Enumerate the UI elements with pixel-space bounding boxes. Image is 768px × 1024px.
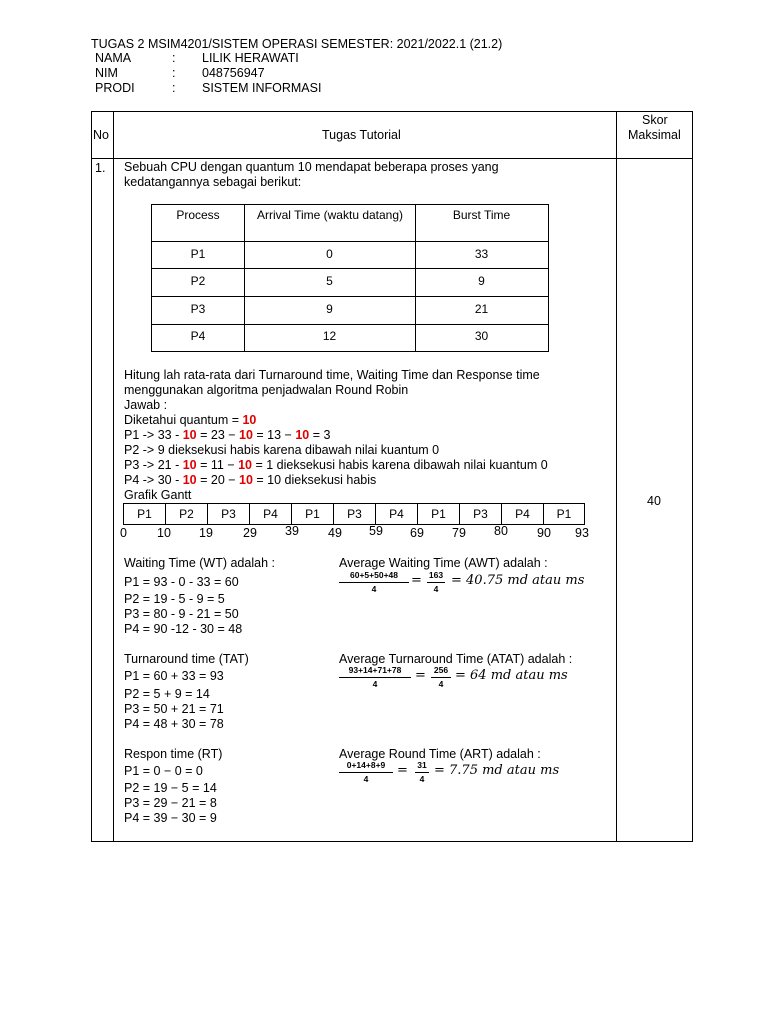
atat-numerator-2: 256 xyxy=(433,665,449,675)
gantt-label: Grafik Gantt xyxy=(124,488,192,502)
art-result: = 7.75 md atau ms xyxy=(434,763,560,778)
score-value: 40 xyxy=(647,494,661,508)
rt-line: P3 = 29 − 21 = 8 xyxy=(124,796,217,810)
art-denominator-1: 4 xyxy=(363,774,369,784)
gantt-segment: P1 xyxy=(418,504,460,524)
nim-value: 048756947 xyxy=(202,66,265,80)
td-burst: 30 xyxy=(474,329,489,343)
art-denominator-2: 4 xyxy=(419,774,425,784)
art-equals: = xyxy=(397,763,408,778)
gantt-segment: P1 xyxy=(124,504,166,524)
col-score-header-2: Maksimal xyxy=(628,128,681,142)
awt-denominator-2: 4 xyxy=(433,584,439,594)
document-title: TUGAS 2 MSIM4201/SISTEM OPERASI SEMESTER: 2021/2022.1 (21.2) xyxy=(91,37,503,51)
gantt-tick: 69 xyxy=(410,526,424,540)
awt-numerator-2: 163 xyxy=(428,570,444,580)
tat-line: P3 = 50 + 21 = 71 xyxy=(124,702,224,716)
awt-denominator-1: 4 xyxy=(371,584,377,594)
art-fraction-bar-2 xyxy=(415,772,429,773)
prodi-sep: : xyxy=(172,81,176,95)
atat-numerator-1: 93+14+71+78 xyxy=(348,665,402,675)
p4-calc-line: P4 -> 30 - 10 = 20 − 10 = 10 dieksekusi habis xyxy=(124,473,377,487)
th-burst: Burst Time xyxy=(452,208,511,222)
gantt-segment: P3 xyxy=(334,504,376,524)
awt-numerator-1: 60+5+50+48 xyxy=(350,570,398,580)
gantt-segment: P3 xyxy=(208,504,250,524)
td-process: P2 xyxy=(190,274,206,288)
td-burst: 21 xyxy=(474,302,489,316)
tat-line: P1 = 60 + 33 = 93 xyxy=(124,669,224,683)
td-arrival: 9 xyxy=(326,302,333,316)
col-score-header-1: Skor xyxy=(642,113,668,127)
td-process: P1 xyxy=(190,247,206,261)
gantt-segment: P3 xyxy=(460,504,502,524)
p2-calc-line: P2 -> 9 dieksekusi habis karena dibawah nilai kuantum 0 xyxy=(124,443,440,457)
question-line-1: Sebuah CPU dengan quantum 10 mendapat beberapa proses yang xyxy=(124,160,499,174)
art-fraction-bar xyxy=(339,772,393,773)
tat-title: Turnaround time (TAT) xyxy=(124,652,249,666)
gantt-segment: P4 xyxy=(502,504,544,524)
quantum-value: 10 xyxy=(242,413,257,427)
atat-denominator-1: 4 xyxy=(372,679,378,689)
atat-title: Average Turnaround Time (ATAT) adalah : xyxy=(339,652,573,666)
td-process: P4 xyxy=(190,329,206,343)
atat-fraction-bar-2 xyxy=(431,677,451,678)
td-arrival: 5 xyxy=(326,274,333,288)
th-process: Process xyxy=(176,208,220,222)
rt-title: Respon time (RT) xyxy=(124,747,223,761)
td-arrival: 12 xyxy=(322,329,337,343)
atat-result: = 64 md atau ms xyxy=(455,668,568,683)
th-arrival: Arrival Time (waktu datang) xyxy=(256,208,404,222)
nim-sep: : xyxy=(172,66,176,80)
nama-value: LILIK HERAWATI xyxy=(202,51,299,65)
awt-title: Average Waiting Time (AWT) adalah : xyxy=(339,556,548,570)
wt-line: P1 = 93 - 0 - 33 = 60 xyxy=(124,575,239,589)
gantt-chart xyxy=(123,503,585,525)
art-numerator-1: 0+14+8+9 xyxy=(346,760,386,770)
gantt-segment: P2 xyxy=(166,504,208,524)
gantt-segment: P1 xyxy=(556,507,572,521)
nama-sep: : xyxy=(172,51,176,65)
gantt-tick: 93 xyxy=(575,526,589,540)
wt-title: Waiting Time (WT) adalah : xyxy=(124,556,275,570)
awt-fraction-bar-2 xyxy=(427,582,445,583)
col-no-header: No xyxy=(93,128,109,142)
tat-line: P2 = 5 + 9 = 14 xyxy=(124,687,210,701)
art-numerator-2: 31 xyxy=(417,760,427,770)
gantt-tick: 10 xyxy=(157,526,171,540)
process-table xyxy=(151,204,549,352)
rt-line: P1 = 0 − 0 = 0 xyxy=(124,764,203,778)
td-process: P3 xyxy=(190,302,206,316)
row-number: 1. xyxy=(95,161,106,175)
prodi-value: SISTEM INFORMASI xyxy=(202,81,322,95)
tat-line: P4 = 48 + 30 = 78 xyxy=(124,717,224,731)
gantt-tick: 19 xyxy=(199,526,213,540)
gantt-tick: 29 xyxy=(243,526,257,540)
atat-denominator-2: 4 xyxy=(438,679,444,689)
gantt-tick: 39 xyxy=(285,524,299,538)
td-burst: 9 xyxy=(478,274,485,288)
quantum-line: Diketahui quantum = 10 xyxy=(124,413,257,427)
gantt-tick: 0 xyxy=(120,526,127,540)
wt-line: P2 = 19 - 5 - 9 = 5 xyxy=(124,592,225,606)
instruction-line-2: menggunakan algoritma penjadwalan Round Robin xyxy=(124,383,409,397)
art-title: Average Round Time (ART) adalah : xyxy=(339,747,541,761)
gantt-segment: P4 xyxy=(376,504,418,524)
gantt-tick: 49 xyxy=(328,526,342,540)
awt-result: = 40.75 md atau ms xyxy=(451,573,585,588)
td-burst: 33 xyxy=(474,247,489,261)
gantt-segment: P1 xyxy=(292,504,334,524)
p1-calc-line: P1 -> 33 - 10 = 23 − 10 = 13 − 10 = 3 xyxy=(124,428,331,442)
atat-equals: = xyxy=(415,668,426,683)
wt-line: P4 = 90 -12 - 30 = 48 xyxy=(124,622,243,636)
gantt-tick: 59 xyxy=(369,524,383,538)
atat-fraction-bar xyxy=(339,677,411,678)
wt-line: P3 = 80 - 9 - 21 = 50 xyxy=(124,607,239,621)
awt-equals: = xyxy=(411,573,422,588)
rt-line: P4 = 39 − 30 = 9 xyxy=(124,811,217,825)
jawab-label: Jawab : xyxy=(124,398,168,412)
gantt-tick: 79 xyxy=(452,526,466,540)
question-line-2: kedatangannya sebagai berikut: xyxy=(124,175,302,189)
rt-line: P2 = 19 − 5 = 14 xyxy=(124,781,217,795)
gantt-tick: 90 xyxy=(537,526,551,540)
gantt-segment: P4 xyxy=(250,504,292,524)
nama-label: NAMA xyxy=(95,51,132,65)
gantt-tick: 80 xyxy=(494,524,508,538)
instruction-line-1: Hitung lah rata-rata dari Turnaround time, Waiting Time dan Response time xyxy=(124,368,540,382)
awt-fraction-bar xyxy=(339,582,409,583)
td-arrival: 0 xyxy=(326,247,333,261)
prodi-label: PRODI xyxy=(95,81,135,95)
p3-calc-line: P3 -> 21 - 10 = 11 − 10 = 1 dieksekusi habis karena dibawah nilai kuantum 0 xyxy=(124,458,548,472)
col-task-header: Tugas Tutorial xyxy=(322,128,401,142)
nim-label: NIM xyxy=(95,66,118,80)
